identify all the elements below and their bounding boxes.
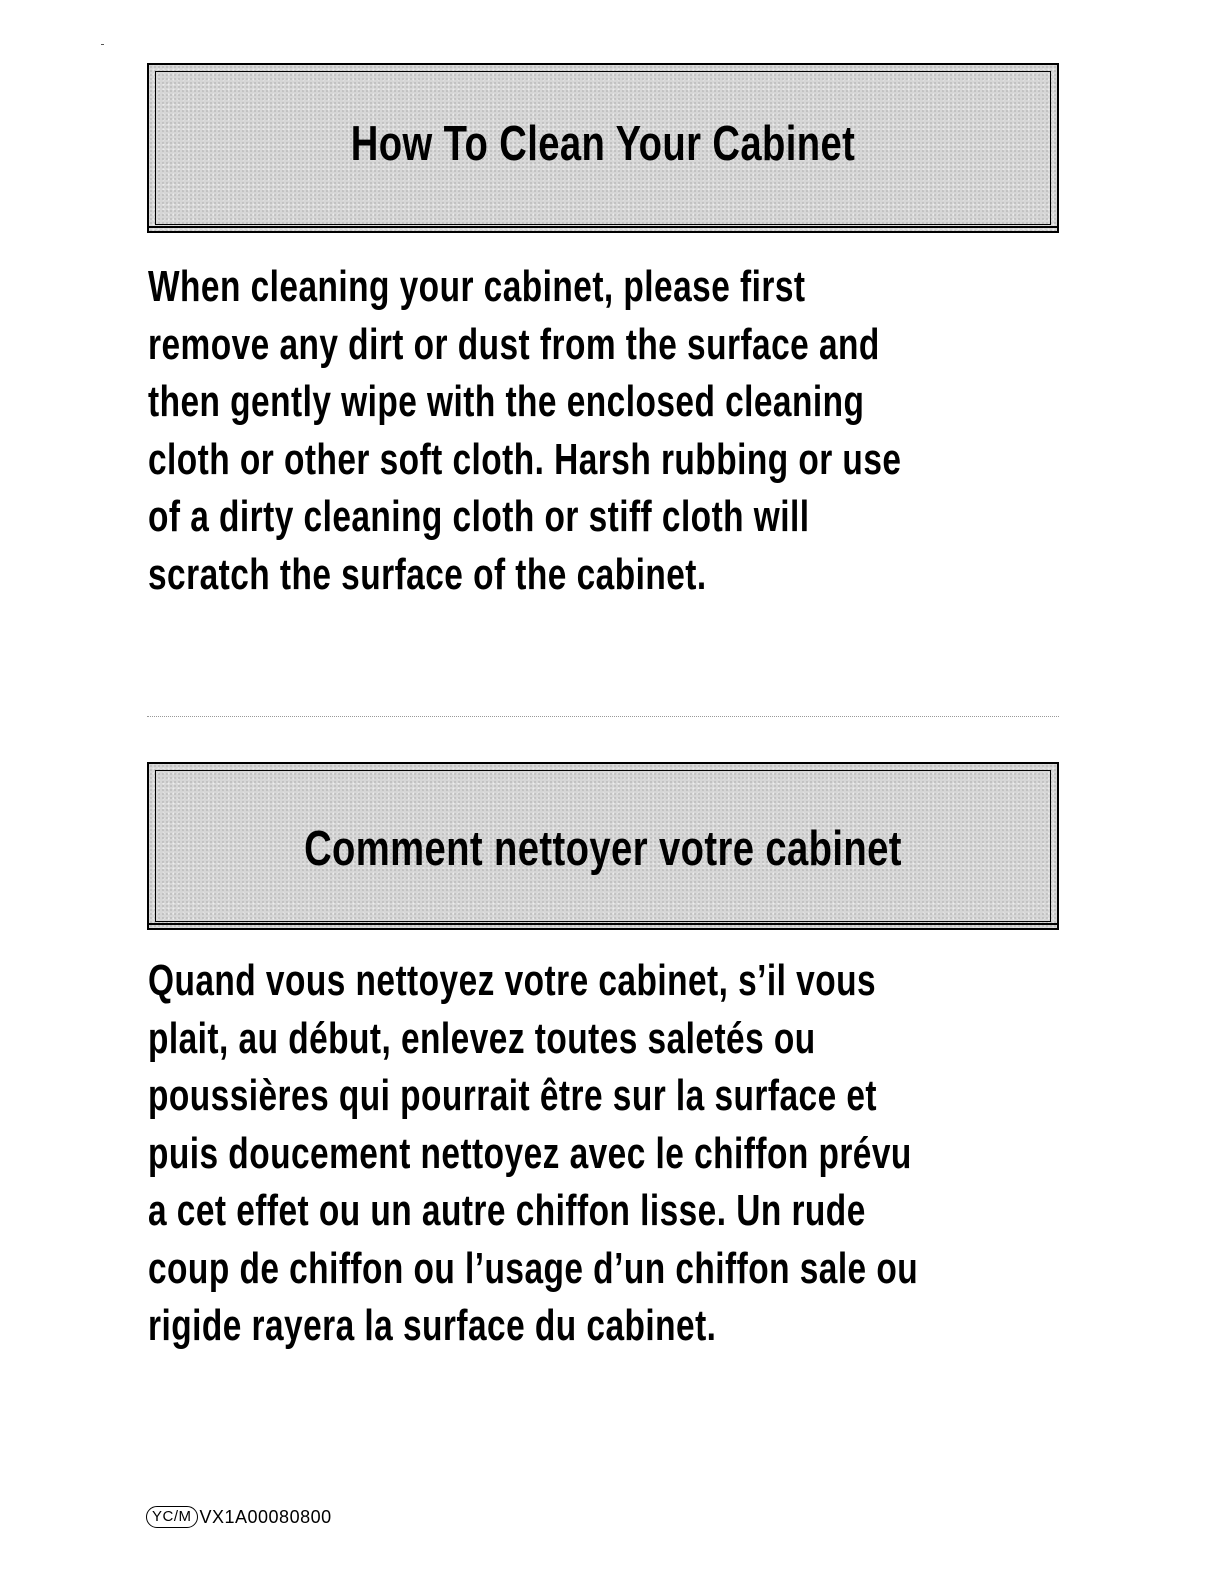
document-code: VX1A00080800 xyxy=(199,1506,332,1527)
english-line-3: then gently wipe with the enclosed cleaning xyxy=(148,377,865,426)
french-title-box xyxy=(147,762,1059,930)
scan-speck xyxy=(101,44,104,45)
french-line-1: Quand vous nettoyez votre cabinet, s’il vous xyxy=(148,956,877,1005)
french-line-3: poussières qui pourrait être sur la surface et xyxy=(148,1071,878,1120)
document-footer xyxy=(146,1506,332,1528)
english-instructions xyxy=(148,258,908,603)
english-line-1: When cleaning your cabinet, please first xyxy=(148,262,806,311)
french-line-5: a cet effet ou un autre chiffon lisse. Un rude xyxy=(148,1186,866,1235)
english-line-2: remove any dirt or dust from the surface and xyxy=(148,319,880,369)
english-title-box xyxy=(147,63,1059,233)
french-line-2: plait, au début, enlevez toutes saletés ou xyxy=(148,1013,816,1063)
region-badge: YC/M xyxy=(146,1506,198,1528)
french-instructions xyxy=(148,952,919,1355)
french-line-4: puis doucement nettoyez avec le chiffon prévu xyxy=(148,1128,912,1178)
english-line-5: of a dirty cleaning cloth or stiff cloth will xyxy=(148,492,810,541)
english-title: How To Clean Your Cabinet xyxy=(350,117,856,171)
english-line-6: scratch the surface of the cabinet. xyxy=(148,549,707,599)
french-line-7: rigide rayera la surface du cabinet. xyxy=(148,1301,717,1350)
section-divider xyxy=(147,716,1059,717)
english-line-4: cloth or other soft cloth. Harsh rubbing or use xyxy=(148,434,902,484)
french-line-6: coup de chiffon ou l’usage d’un chiffon sale ou xyxy=(148,1243,919,1293)
french-title: Comment nettoyer votre cabinet xyxy=(304,822,902,876)
